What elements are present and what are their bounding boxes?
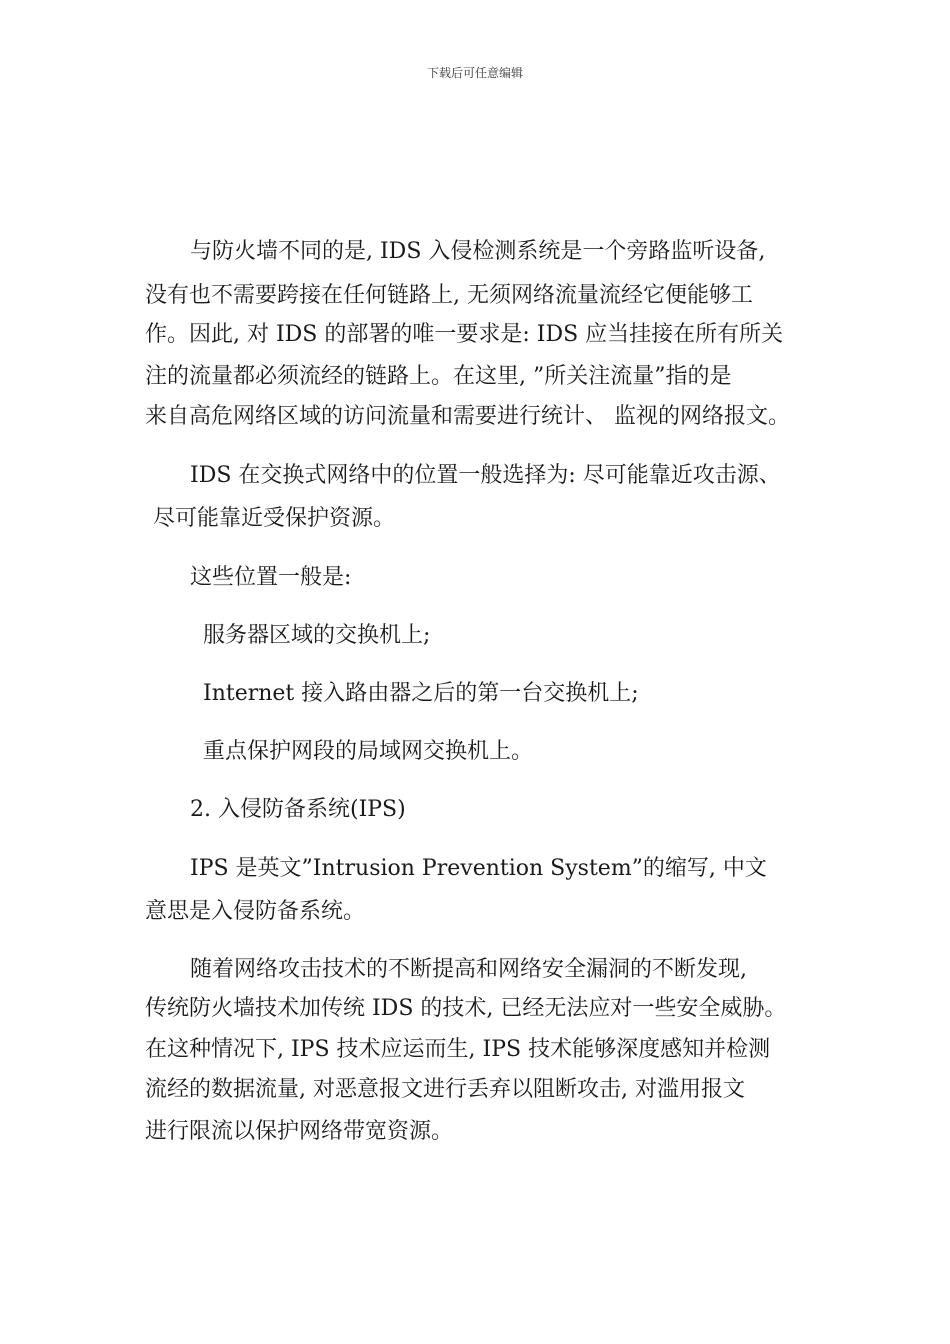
- body-line: 意思是入侵防备系统。: [145, 899, 366, 924]
- body-line: 随着网络攻击技术的不断提高和网络安全漏洞的不断发现,: [190, 957, 747, 982]
- body-line: IDS 在交换式网络中的位置一般选择为: 尽可能靠近攻击源、: [190, 463, 781, 488]
- body-line: 没有也不需要跨接在任何链路上, 无须网络流量流经它便能够工: [145, 283, 753, 308]
- body-line: 进行限流以保护网络带宽资源。: [145, 1119, 454, 1144]
- body-line: 与防火墙不同的是, IDS 入侵检测系统是一个旁路监听设备,: [190, 239, 766, 264]
- section-heading: 2. 入侵防备系统(IPS): [190, 797, 406, 822]
- page-header: 下载后可任意编辑: [426, 66, 523, 80]
- body-line: 注的流量都必须流经的链路上。在这里, ”所关注流量”指的是: [145, 364, 732, 389]
- list-item: 重点保护网段的局域网交换机上。: [203, 739, 534, 764]
- body-line: 在这种情况下, IPS 技术应运而生, IPS 技术能够深度感知并检测: [145, 1037, 771, 1062]
- body-line: 这些位置一般是:: [190, 565, 352, 590]
- body-line: 作。因此, 对 IDS 的部署的唯一要求是: IDS 应当挂接在所有所关: [145, 322, 784, 347]
- body-line: 传统防火墙技术加传统 IDS 的技术, 已经无法应对一些安全威胁。: [145, 996, 787, 1021]
- list-item: Internet 接入路由器之后的第一台交换机上;: [203, 681, 639, 706]
- body-line: 来自高危网络区域的访问流量和需要进行统计、 监视的网络报文。: [145, 404, 790, 429]
- body-line: 流经的数据流量, 对恶意报文进行丢弃以阻断攻击, 对滥用报文: [145, 1077, 745, 1102]
- body-line: IPS 是英文”Intrusion Prevention System”的缩写, 中文: [190, 856, 767, 881]
- list-item: 服务器区域的交换机上;: [203, 623, 431, 648]
- body-line: 尽可能靠近受保护资源。: [153, 506, 396, 531]
